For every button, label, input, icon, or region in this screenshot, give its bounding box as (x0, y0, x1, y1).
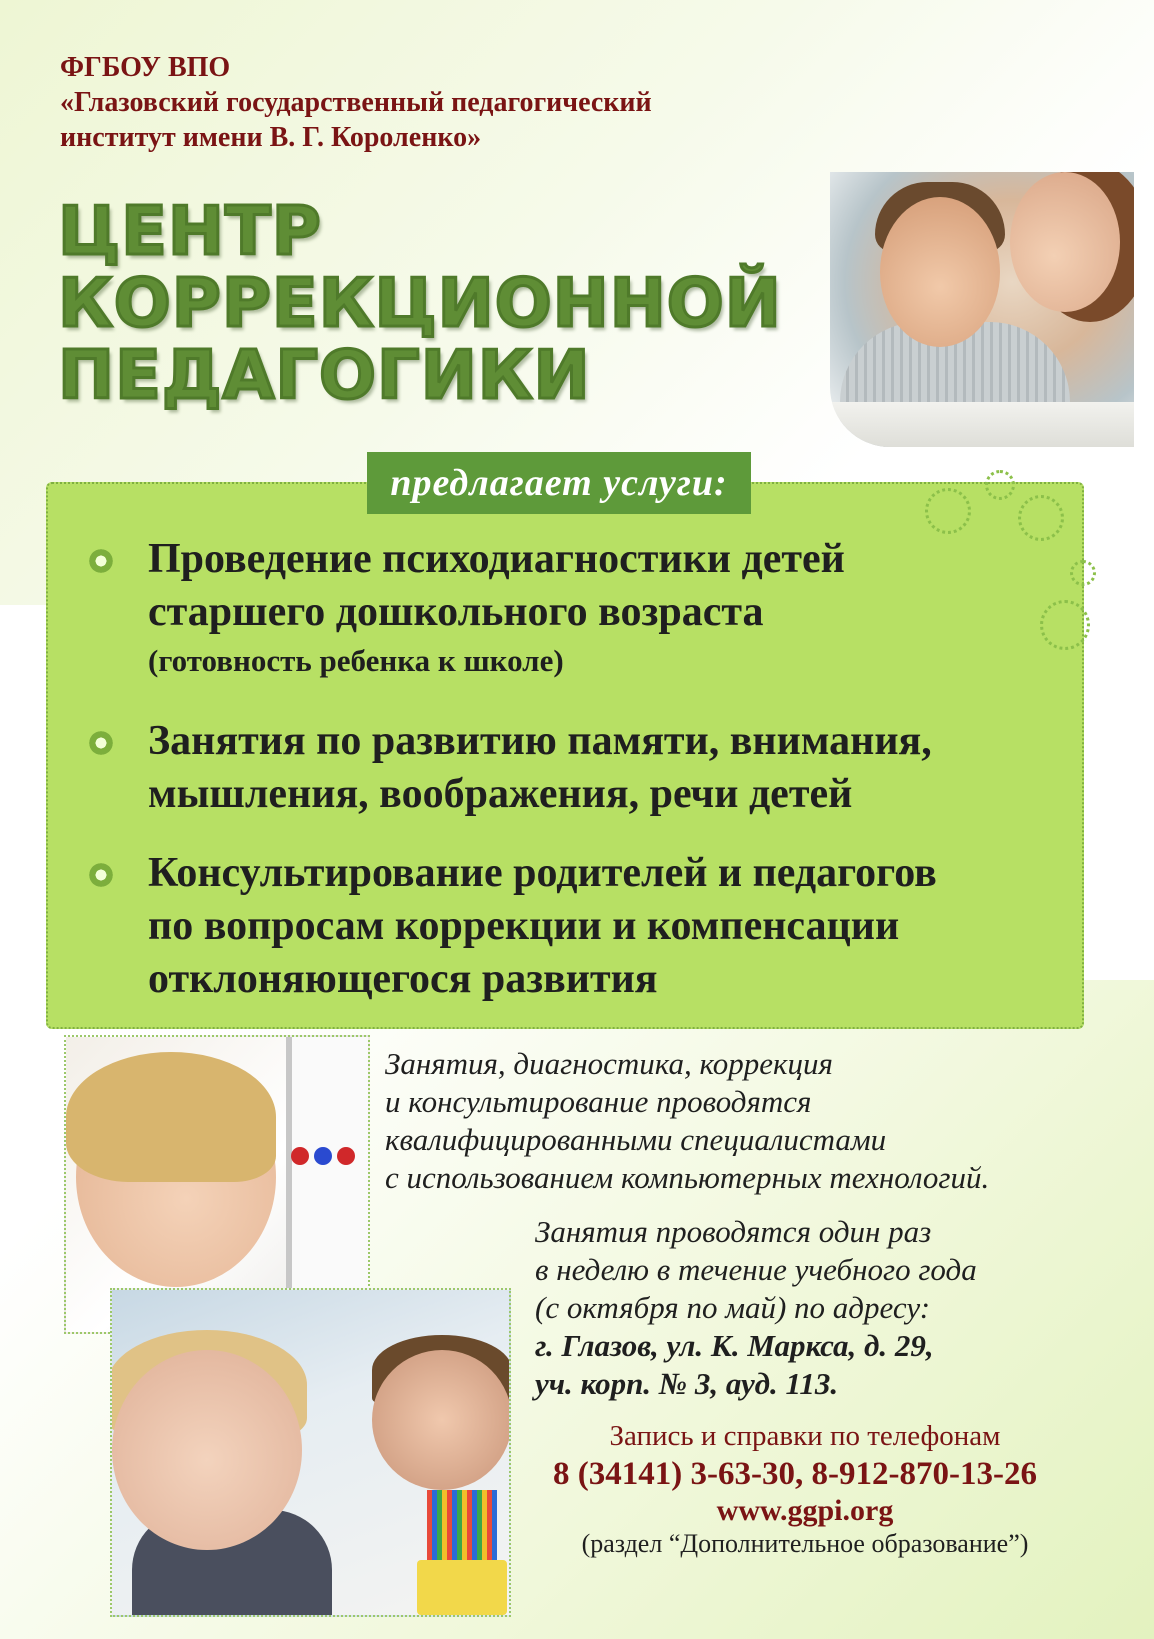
service-item-development: Занятия по развитию памяти, внимания, мышления, воображения, речи детей (148, 718, 932, 817)
flower-decoration-icon (1070, 560, 1096, 586)
org-line-2: «Глазовский государственный педагогический (60, 87, 652, 118)
org-line-3: институт имени В. Г. Короленко» (60, 122, 482, 153)
flower-bullet-icon (86, 546, 116, 576)
address-line-2: уч. корп. № 3, ауд. 113. (535, 1366, 839, 1401)
flower-bullet-icon (86, 728, 116, 758)
service-item-diagnostics: Проведение психодиагностики детей старшего дошкольного возраста (готовность ребенка к школе) (148, 536, 845, 678)
phone-numbers: 8 (34141) 3-63-30, 8-912-870-13-26 (553, 1456, 1037, 1492)
organization-header (60, 50, 652, 155)
org-line-1: ФГБОУ ВПО (60, 52, 231, 83)
info-specialists: Занятия, диагностика, коррекция и консультирование проводятся квалифицированными специалистами с использованием компьютерных технологий. (385, 1046, 990, 1195)
title-line-1: ЦЕНТР (58, 192, 322, 270)
title-line-3: ПЕДАГОГИКИ (58, 336, 591, 414)
info-schedule: Занятия проводятся один раз в неделю в течение учебного года (с октября по май) по адресу: г. Глазов, ул. К. Маркса, д. 29, уч. корп. № 3, ауд. 113. (535, 1214, 977, 1401)
photo-children-drawing (110, 1288, 511, 1617)
title-line-2: КОРРЕКЦИОННОЙ (58, 264, 782, 342)
address-line-1: г. Глазов, ул. К. Маркса, д. 29, (535, 1328, 934, 1363)
contact-block (530, 1418, 1080, 1560)
website-link[interactable]: www.ggpi.org (716, 1494, 894, 1527)
contact-lead: Запись и справки по телефонам (609, 1420, 1001, 1452)
website-section: (раздел “Дополнительное образование”) (581, 1529, 1029, 1558)
flower-decoration-icon (1018, 495, 1064, 541)
page-title (58, 192, 782, 414)
flower-decoration-icon (1040, 600, 1090, 650)
photo-mother-and-child-reading (830, 172, 1134, 447)
flower-decoration-icon (985, 470, 1015, 500)
flower-bullet-icon (86, 860, 116, 890)
flower-decoration-icon (925, 488, 971, 534)
service-item-consulting: Консультирование родителей и педагогов по вопросам коррекции и компенсации отклоняющегося развития (148, 850, 937, 1002)
services-label: предлагает услуги: (367, 452, 751, 514)
